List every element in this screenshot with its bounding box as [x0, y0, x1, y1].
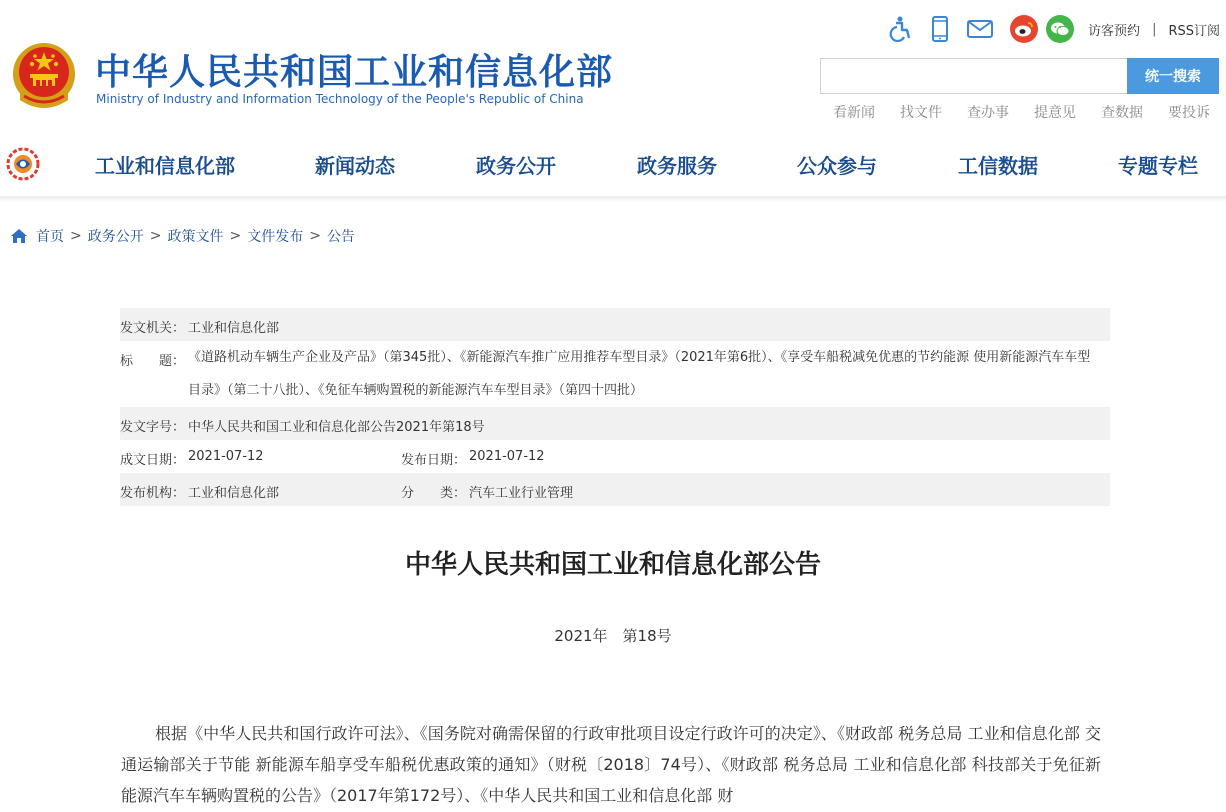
issuer-label: 发文机关： [120, 321, 186, 336]
org-value: 工业和信息化部 [188, 486, 280, 501]
site-title[interactable]: 中华人民共和国工业和信息化部 [95, 52, 614, 93]
wechat-icon[interactable] [1046, 15, 1074, 43]
mobile-icon[interactable] [926, 15, 954, 43]
info-row-title [120, 341, 1110, 407]
quick-link-files[interactable]: 找文件 [900, 105, 942, 121]
document-title: 中华人民共和国工业和信息化部公告 [404, 550, 821, 580]
main-nav [0, 130, 1226, 196]
document-info-table [120, 308, 1110, 506]
category-value: 汽车工业行业管理 [469, 486, 574, 501]
breadcrumb-separator: > [229, 228, 242, 244]
quick-link-feedback[interactable]: 提意见 [1034, 105, 1076, 121]
mail-icon[interactable] [966, 15, 994, 43]
issuer-value: 工业和信息化部 [188, 321, 280, 336]
site-header [0, 0, 1226, 130]
doc-number-value: 中华人民共和国工业和信息化部公告2021年第18号 [188, 420, 485, 435]
info-row-dates [120, 440, 1110, 473]
category-label: 分 类： [401, 486, 467, 501]
breadcrumb-separator: > [70, 228, 82, 244]
breadcrumb-separator: > [149, 228, 162, 244]
breadcrumb-home[interactable]: 首页 [36, 229, 64, 245]
document-number: 2021年 第18号 [554, 627, 672, 645]
breadcrumb-policy-docs[interactable]: 政策文件 [167, 229, 224, 245]
quick-links [808, 102, 1210, 122]
nav-item-news[interactable]: 新闻动态 [315, 154, 395, 178]
nav-item-gov-affairs[interactable]: 政务公开 [476, 154, 556, 178]
nav-item-gov-services[interactable]: 政务服务 [637, 154, 717, 178]
util-separator: | [1152, 21, 1157, 37]
published-date-value: 2021-07-12 [469, 449, 545, 464]
document-body: 根据《中华人民共和国行政许可法》、《国务院对确需保留的行政审批项目设定行政许可的决定》、《财政部 税务总局 工业和信息化部 交通运输部关于节能 新能源车船享受车船税优惠政策的通知》（财税〔2018〕74号）、《财政部 税务总局 工业和信息化部 科技部关于免征新能源汽车车辆购置税的公告》（2017年第172号）、《中华人民共和国工业和信息化部 财 [121, 724, 1101, 805]
ministry-logo-icon[interactable] [6, 147, 40, 181]
info-row-doc-number [120, 407, 1110, 440]
breadcrumb-separator: > [309, 228, 321, 244]
nav-divider [0, 196, 1226, 202]
created-date-value: 2021-07-12 [188, 449, 264, 464]
breadcrumb-gov-affairs[interactable]: 政务公开 [87, 229, 144, 245]
quick-link-data[interactable]: 查数据 [1101, 105, 1143, 121]
org-label: 发布机构： [120, 486, 186, 501]
national-emblem-logo[interactable] [10, 40, 78, 112]
quick-link-news[interactable]: 看新闻 [833, 105, 875, 121]
published-date-label: 发布日期： [401, 453, 467, 468]
nav-item-topics[interactable]: 专题专栏 [1118, 154, 1198, 178]
nav-item-data[interactable]: 工信数据 [958, 154, 1038, 178]
info-row-org [120, 473, 1110, 506]
breadcrumb-announcement[interactable]: 公告 [326, 229, 355, 245]
doc-number-label: 发文字号： [120, 420, 186, 435]
search-button[interactable]: 统一搜索 [1127, 58, 1219, 94]
nav-item-ministry[interactable]: 工业和信息化部 [95, 154, 235, 178]
visit-appointment-link[interactable]: 访客预约 [1088, 23, 1141, 39]
info-row-issuer [120, 308, 1110, 341]
utility-bar [886, 14, 1220, 44]
created-date-label: 成文日期： [120, 453, 186, 468]
quick-link-services[interactable]: 查办事 [967, 105, 1009, 121]
breadcrumb-doc-release[interactable]: 文件发布 [247, 229, 304, 245]
quick-link-complaint[interactable]: 要投诉 [1168, 105, 1210, 121]
accessibility-icon[interactable] [886, 15, 914, 43]
weibo-icon[interactable] [1010, 15, 1038, 43]
home-icon[interactable] [10, 228, 28, 244]
title-value: 《道路机动车辆生产企业及产品》（第345批）、《新能源汽车推广应用推荐车型目录》（2021年第6批）、《享受车船税减免优惠的节约能源 使用新能源汽车车型目录》（第二十八批）、《免征车辆购置税的新能源汽车车型目录》（第四十四批） [188, 350, 1091, 398]
rss-link[interactable]: RSS订阅 [1168, 23, 1220, 39]
title-label: 标 题： [120, 354, 186, 369]
breadcrumb [10, 226, 355, 246]
nav-item-public-participation[interactable]: 公众参与 [797, 154, 877, 178]
site-subtitle: Ministry of Industry and Information Technology of the People's Republic of China [96, 92, 584, 106]
search-input[interactable] [820, 58, 1128, 94]
